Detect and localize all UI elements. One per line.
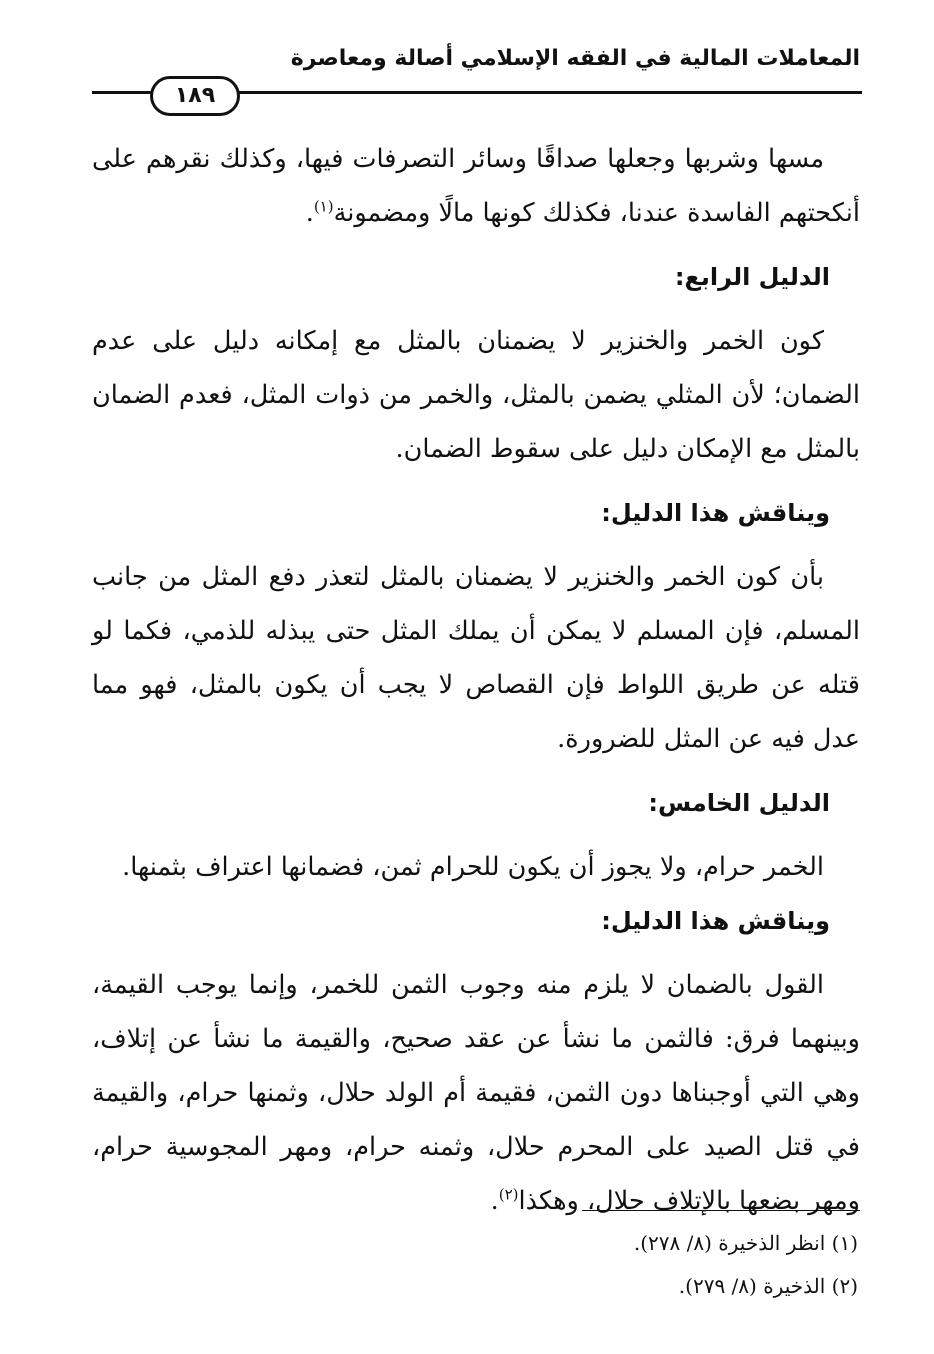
footnote-ref-2: (٢) — [498, 1185, 519, 1204]
footnote-1: (١) انظر الذخيرة (٨/ ٢٧٨). — [633, 1231, 858, 1255]
paragraph-4: الخمر حرام، ولا يجوز أن يكون للحرام ثمن، فضمانها اعتراف بثمنها. — [122, 852, 824, 882]
main-text — [92, 132, 860, 1228]
paragraph-2: كون الخمر والخنزير لا يضمنان بالمثل مع إمكانه دليل على عدم الضمان؛ لأن المثلي يضمن بالمثل، والخمر من ذوات المثل، فعدم الضمان بالمثل مع الإمكان دليل على سقوط الضمان. — [92, 326, 860, 464]
footnote-2: (٢) الذخيرة (٨/ ٢٧٩). — [678, 1274, 858, 1298]
heading-fifth-evidence: الدليل الخامس: — [648, 789, 830, 817]
paragraph-1-end: . — [305, 198, 314, 228]
paragraph-1-text: مسها وشربها وجعلها صداقًا وسائر التصرفات فيها، وكذلك نقرهم على أنكحتهم الفاسدة عندنا، فكذلك كونها مالًا ومضمونة — [92, 144, 860, 228]
paragraph-3: بأن كون الخمر والخنزير لا يضمنان بالمثل لتعذر دفع المثل من جانب المسلم، فإن المسلم لا يمكن أن يملك المثل حتى يبذله للذمي، فكما لو قتله عن طريق اللواط فإن القصاص لا يجب أن يكون بالمثل، فهو مما عدل فيه عن المثل للضرورة. — [92, 562, 860, 754]
heading-discussion-2: ويناقش هذا الدليل: — [601, 907, 830, 935]
paragraph-5-end: . — [490, 1186, 499, 1216]
page-number-badge: ١٨٩ — [150, 76, 240, 116]
paragraph-1 — [92, 132, 860, 240]
footnote-rule — [582, 1210, 860, 1211]
footnote-ref-1: (١) — [313, 197, 334, 216]
footnotes — [158, 1222, 858, 1308]
paragraph-5-text: القول بالضمان لا يلزم منه وجوب الثمن للخمر، وإنما يوجب القيمة، وبينهما فرق: فالثمن ما نشأ عن عقد صحيح، والقيمة ما نشأ عن إتلاف، وهي التي أوجبناها دون الثمن، فقيمة أم الولد حلال، وثمنها حرام، والقيمة في قتل الصيد على المحرم حلال، وثمنه حرام، ومهر المجوسية حرام، ومهر بضعها بالإتلاف حلال، وهكذا — [92, 970, 860, 1216]
running-title: المعاملات المالية في الفقه الإسلامي أصالة ومعاصرة — [290, 46, 860, 71]
heading-fourth-evidence: الدليل الرابع: — [674, 263, 830, 291]
paragraph-5 — [92, 958, 860, 1228]
heading-discussion-1: ويناقش هذا الدليل: — [601, 499, 830, 527]
